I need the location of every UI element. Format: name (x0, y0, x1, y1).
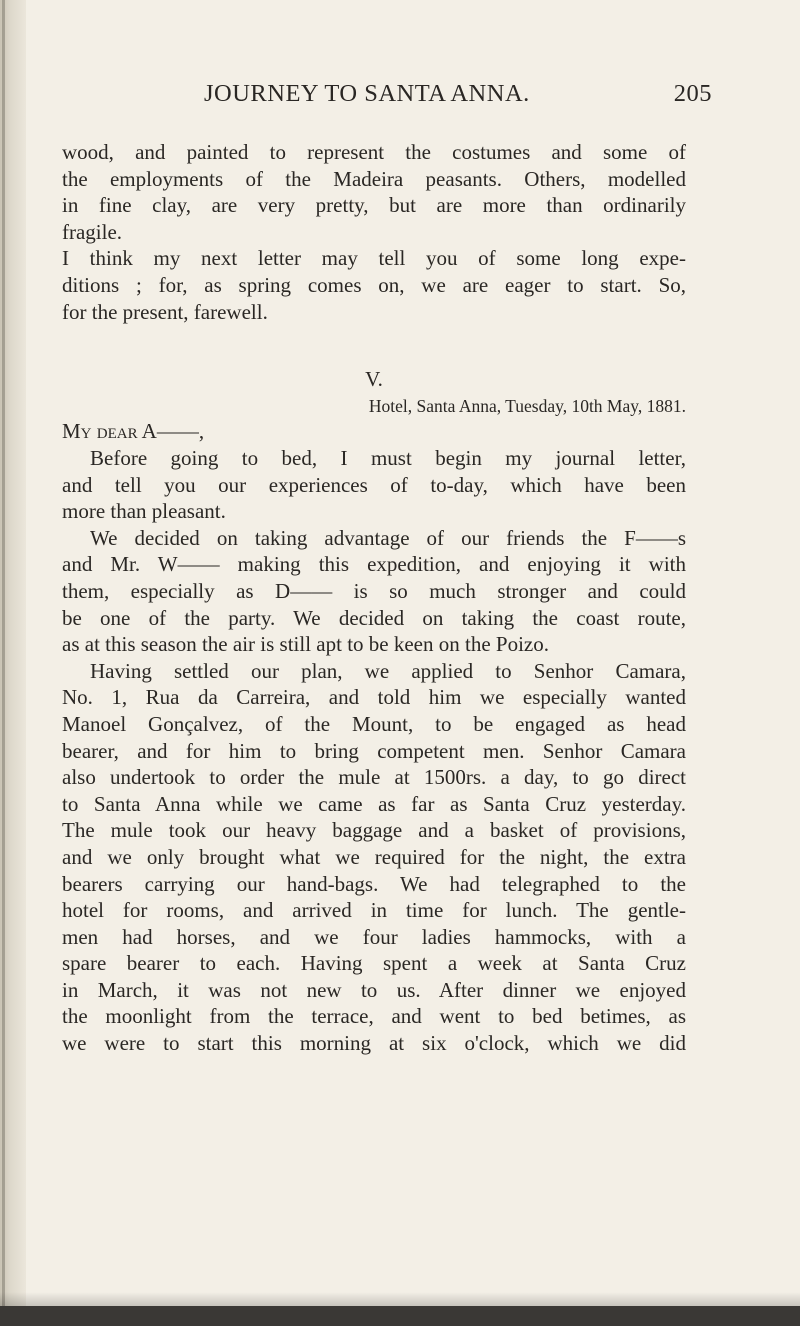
text-line: as at this season the air is still apt to be keen on the Poizo. (62, 632, 549, 657)
text-line: to Santa Anna while we came as far as Santa Cruz yesterday. (62, 791, 686, 816)
letter-salutation: My dear A——, (62, 419, 205, 443)
text-line: wood, and painted to represent the costumes and some of (62, 140, 686, 164)
text-line: in March, it was not new to us. After dinner we enjoyed (62, 977, 686, 1002)
text-line: The mule took our heavy baggage and a basket of provisions, (62, 818, 686, 843)
text-line: Before going to bed, I must begin my journal letter, (90, 446, 686, 470)
text-line: and we only brought what we required for the night, the extra (62, 844, 686, 869)
text-line: I think my next letter may tell you of some long expe- (62, 246, 686, 271)
text-line: No. 1, Rua da Carreira, and told him we especially wanted (62, 685, 686, 710)
text-line: and Mr. W—— making this expedition, and enjoying it with (62, 552, 686, 577)
text-line: men had horses, and we four ladies hammocks, with a (62, 924, 686, 949)
running-title: JOURNEY TO SANTA ANNA. (204, 80, 530, 107)
text-line: for the present, farewell. (62, 299, 268, 324)
page-number: 205 (673, 80, 712, 107)
text-line: we were to start this morning at six o'clock, which we did (62, 1031, 686, 1056)
text-line: Manoel Gonçalvez, of the Mount, to be engaged as head (62, 711, 686, 736)
text-line: the employments of the Madeira peasants. Others, modelled (62, 166, 686, 191)
text-block-continuation (62, 139, 686, 325)
text-line: be one of the party. We decided on taking the coast route, (62, 605, 686, 630)
text-block-letter (62, 445, 686, 1057)
text-line: bearer, and for him to bring competent men. Senhor Camara (62, 738, 686, 763)
letter-dateline: Hotel, Santa Anna, Tuesday, 10th May, 1881. (368, 396, 686, 416)
text-line: We decided on taking advantage of our friends the F——s (90, 525, 686, 550)
text-line: in fine clay, are very pretty, but are more than ordinarily (62, 193, 686, 218)
page-edge-shadow (0, 1292, 800, 1306)
text-line: and tell you our experiences of to-day, which have been (62, 472, 686, 497)
text-line: fragile. (62, 219, 123, 244)
text-line: hotel for rooms, and arrived in time for lunch. The gentle- (62, 898, 686, 923)
text-line: ditions ; for, as spring comes on, we are eager to start. So, (62, 272, 686, 297)
text-line: more than pleasant. (62, 499, 226, 524)
page-bottom-edge (0, 1306, 800, 1326)
binding-edge (2, 0, 5, 1326)
text-line: spare bearer to each. Having spent a week at Santa Cruz (62, 951, 686, 976)
section-numeral: V. (365, 367, 383, 391)
page-header (62, 80, 762, 114)
text-line: also undertook to order the mule at 1500rs. a day, to go direct (62, 765, 686, 790)
text-line: bearers carrying our hand-bags. We had telegraphed to the (62, 871, 686, 896)
text-line: Having settled our plan, we applied to Senhor Camara, (90, 658, 686, 683)
text-line: them, especially as D—— is so much stronger and could (62, 578, 686, 603)
text-line: the moonlight from the terrace, and went to bed betimes, as (62, 1004, 686, 1029)
